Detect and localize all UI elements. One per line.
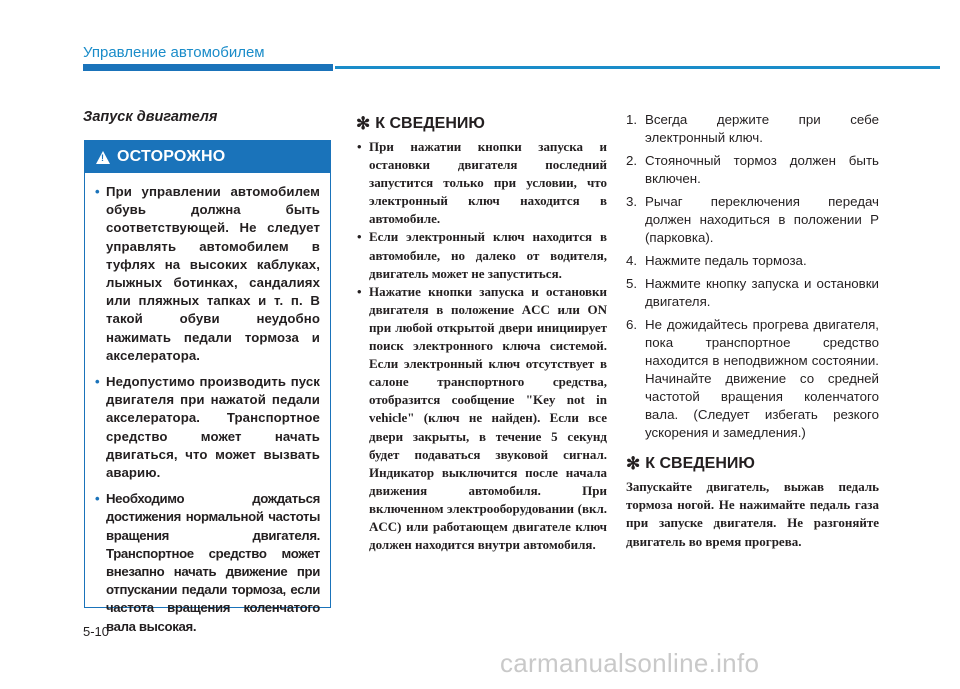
warning-item [95,183,320,365]
chapter-title: Управление автомобилем [83,44,265,61]
info-heading [626,454,879,474]
section-title: Запуск двигателя [83,109,218,125]
info-section-1 [356,114,607,554]
bullet-icon: • [357,283,362,299]
bullet-icon: • [95,491,100,507]
warning-item [95,373,320,482]
step-text: Рычаг переключения передач должен находиться в положении P (парковка). [645,194,879,245]
info-item [356,228,607,282]
step-text: Не дожидайтесь прогрева двигателя, пока транспортное средство находится в неподвижном состоянии. Начинайте движение со средней частотой вращения коленчатого вала. (Следует избегать резкого ускорения и замедления.) [645,317,879,440]
steps-list [626,111,879,442]
step-item [626,111,879,147]
info-paragraph: Запускайте двигатель, выжав педаль тормоза ногой. Не нажимайте педаль газа при запуске двигателя. Не разгоняйте двигатель во время прогрева. [626,479,879,549]
warning-item [95,490,320,636]
warning-item-text: При управлении автомобилем обувь должна быть соответствующей. Не следует управлять автомобилем в туфлях на высоких каблуках, лыжных ботинках, сандалиях или пляжных тапках и т. п. В такой обуви неудобно нажимать педали тормоза и акселератора. [106,184,320,363]
step-item [626,316,879,442]
step-text: Нажмите кнопку запуска и остановки двигателя. [645,276,879,309]
asterisk-icon: ✻ [356,114,371,133]
warning-item-text: Недопустимо производить пуск двигателя при нажатой педали акселератора. Транспортное средство может начать двигаться, что может вызвать аварию. [106,374,320,481]
bullet-icon: • [357,139,362,154]
info-heading-text: К СВЕДЕНИЮ [645,455,755,472]
page-number: 5-10 [83,624,110,639]
info-item-text: При нажатии кнопки запуска и остановки двигателя последний запустится только при условии, что электронный ключ находится в автомобиле. [369,139,607,227]
warning-item-text: Необходимо дождаться достижения нормальной частоты вращения двигателя. Транспортное средство может внезапно начать движение при отпускании педали тормоза, если частота вращения коленчатого вала высокая. [106,491,320,634]
asterisk-icon: ✻ [626,454,641,473]
warning-triangle-icon: ! [96,151,110,164]
step-number: 5. [626,276,638,291]
warning-header [85,141,330,173]
watermark: carmanualsonline.info [500,648,760,678]
step-item [626,252,879,270]
info-heading [356,114,607,134]
bullet-icon: • [95,374,100,390]
step-number: 2. [626,153,638,168]
warning-heading: ОСТОРОЖНО [117,148,226,165]
bullet-icon: • [357,229,362,245]
step-item [626,193,879,247]
bullet-icon: • [95,184,100,199]
step-number: 1. [626,112,638,127]
step-number: 3. [626,194,638,209]
step-item [626,152,879,188]
steps-column [626,111,879,551]
info-item [356,283,607,554]
warning-body [85,173,330,636]
step-number: 6. [626,317,638,332]
header-rule-light [335,66,940,69]
info-item-text: Если электронный ключ находится в автомобиле, но далеко от водителя, двигатель может не запуститься. [369,229,607,281]
info-item-text: Нажатие кнопки запуска и остановки двигателя в положение ACC или ON при любой открытой двери инициирует поиск электронного ключа системой. Если электронный ключ отсутствует в салоне транспортного средства, отобразится сообщение "Key not in vehicle" (ключ не найден). Если все двери закрыты, в течение 5 секунд будет подаваться звуковой сигнал. Индикатор выключится после начала движения автомобиля. При включенном электрооборудовании (вкл. ACC) или работающем двигателе ключ должен находится внутри автомобиля. [369,283,607,553]
info-heading-text: К СВЕДЕНИЮ [375,115,485,132]
step-item [626,275,879,311]
step-text: Стояночный тормоз должен быть включен. [645,153,879,186]
info-item [356,138,607,228]
step-text: Всегда держите при себе электронный ключ. [645,112,879,145]
header-rule-dark [83,64,333,71]
step-text: Нажмите педаль тормоза. [645,253,807,268]
step-number: 4. [626,253,638,268]
